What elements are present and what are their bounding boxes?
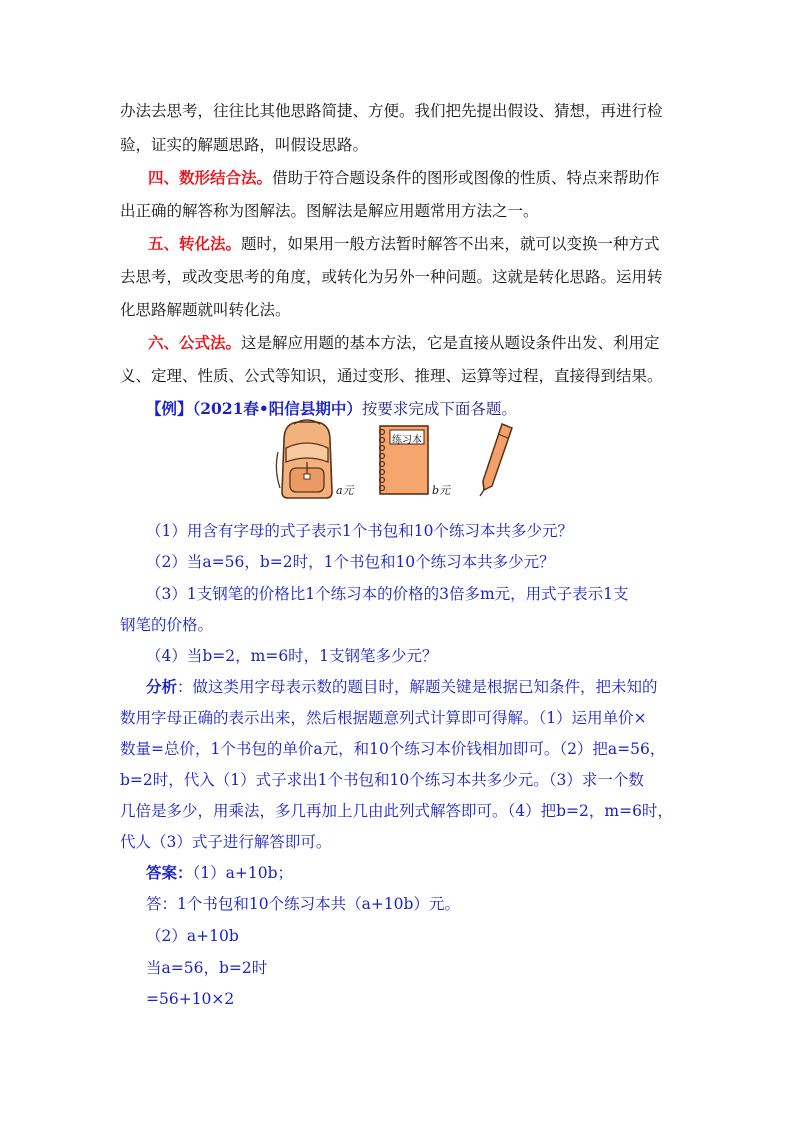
method5-line-3: 化思路解题就叫转化法。 [120, 301, 291, 319]
question-3-line-1: （3）1支钢笔的价格比1个练习本的价格的3倍多m元，用式子表示1支 [146, 585, 629, 603]
analysis-line-3: 数量=总价，1个书包的单价a元，和10个练习本价钱相加即可。（2）把a=56， [120, 740, 666, 758]
notebook-price-label: b元 [432, 484, 451, 497]
analysis-line-1 [146, 677, 658, 697]
intro-line-2: 验，证实的解题思路，叫假设思路。 [120, 136, 369, 154]
question-3-line-2: 钢笔的价格。 [120, 616, 214, 634]
question-2: （2）当a=56，b=2时，1个书包和10个练习本共多少元？ [146, 553, 555, 571]
answer-line-1 [146, 863, 293, 883]
answer-2-calculation: =56+10×2 [146, 990, 235, 1008]
analysis-label: 分析 [146, 677, 178, 696]
example-header [146, 399, 517, 419]
method6-heading: 六、公式法。 [148, 333, 242, 352]
example-figure [270, 418, 525, 502]
backpack-icon [276, 420, 332, 498]
question-4: （4）当b=2，m=6时，1支钢笔多少元？ [146, 647, 438, 665]
method5-text: 题时，如果用一般方法暂时解答不出来，就可以变换一种方式 [241, 235, 660, 253]
method5-line-1 [148, 234, 660, 254]
analysis-line-4: b=2时，代入（1）式子求出1个书包和10个练习本共多少元。（3）求一个数 [120, 771, 644, 789]
method5-heading: 五、转化法。 [148, 234, 242, 253]
answer-2-expression: （2）a+10b [146, 927, 239, 945]
answer-1: （1）a+10b； [192, 864, 294, 882]
method6-line-1 [148, 333, 660, 353]
method6-text: 这是解应用题的基本方法，它是直接从题设条件出发、利用定 [241, 334, 660, 352]
backpack-price-label: a元 [336, 484, 354, 497]
analysis-line-2: 数用字母正确的表示出来，然后根据题意列式计算即可得解。（1）运用单价× [120, 709, 647, 727]
method6-line-2: 义、定理、性质、公式等知识，通过变形、推理、运算等过程，直接得到结果。 [120, 367, 663, 385]
pen-icon [480, 424, 512, 496]
method4-line-1 [148, 168, 660, 188]
answer-1-reply: 答：1个书包和10个练习本共（a+10b）元。 [146, 895, 460, 913]
example-tag: 【例】 [146, 399, 193, 418]
analysis-line-5: 几倍是多少，用乘法，多几再加上几由此列式解答即可。（4）把b=2，m=6时， [120, 802, 673, 820]
notebook-cover-text: 练习本 [392, 435, 422, 446]
analysis-line-6: 代人（3）式子进行解答即可。 [120, 833, 332, 851]
intro-line-1: 办法去思考，往往比其他思路简捷、方便。我们把先提出假设、猜想，再进行检 [120, 102, 663, 120]
answer-label: 答案： [146, 863, 193, 882]
analysis-text: ：做这类用字母表示数的题目时，解题关键是根据已知条件，把未知的 [177, 678, 658, 696]
question-1: （1）用含有字母的式子表示1个书包和10个练习本共多少元？ [146, 522, 573, 540]
method4-text: 借助于符合题设条件的图形或图像的性质、特点来帮助作 [272, 169, 660, 187]
answer-2-condition: 当a=56，b=2时 [146, 959, 268, 977]
example-instruction: 按要求完成下面各题。 [361, 400, 517, 418]
example-source: （2021春•阳信县期中） [192, 399, 362, 418]
method5-line-2: 去思考，或改变思考的角度，或转化为另外一种问题。这就是转化思路。运用转 [120, 268, 663, 286]
method4-heading: 四、数形结合法。 [148, 168, 273, 187]
method4-line-2: 出正确的解答称为图解法。图解法是解应用题常用方法之一。 [120, 202, 539, 220]
